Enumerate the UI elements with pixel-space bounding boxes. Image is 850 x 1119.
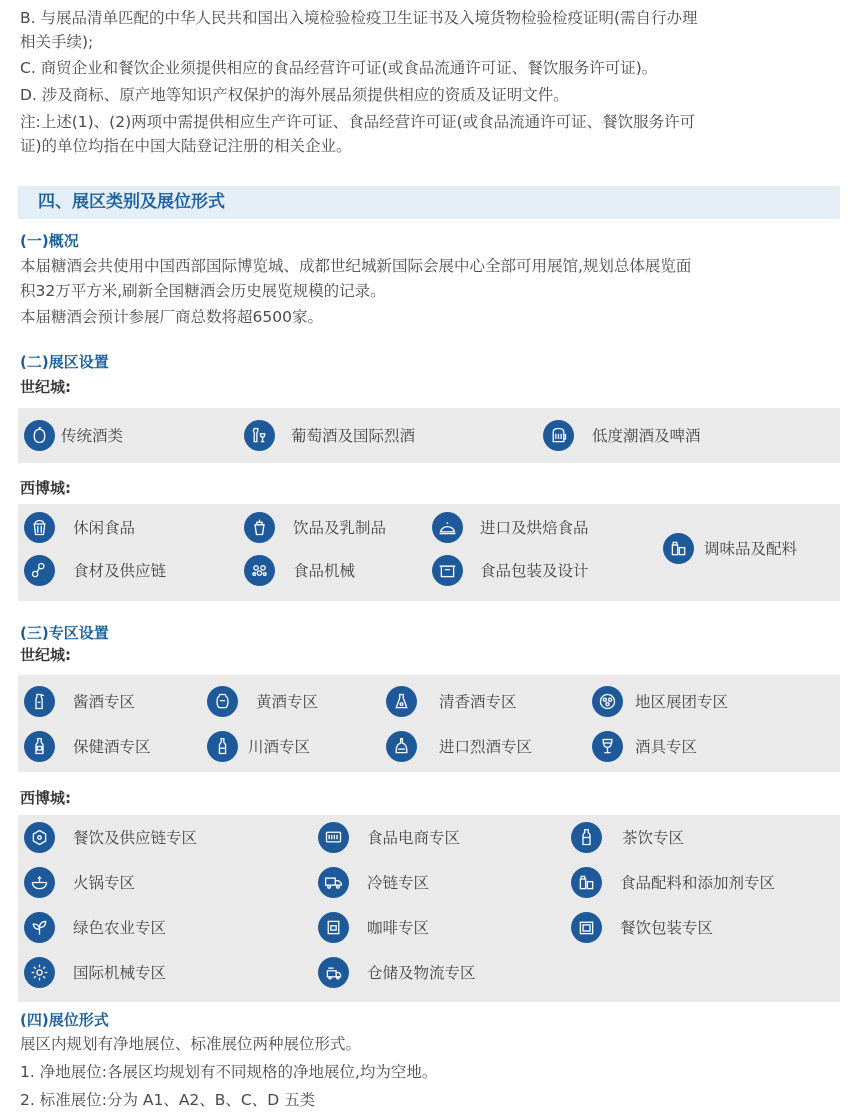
wine-glass-icon — [592, 731, 623, 762]
gear-icon — [24, 957, 55, 988]
zone-item-fragrance-liquor — [386, 684, 517, 718]
catering-icon — [24, 822, 55, 853]
supply-chain-icon — [24, 555, 55, 586]
zone-item-label: 国际机械专区 — [73, 964, 167, 982]
zone-item-catering-packaging — [571, 910, 713, 944]
intro-line-b-1: B. 与展品清单匹配的中华人民共和国出入境检验检疫卫生证书及入境货物检验检疫证明(需自行办理 — [20, 9, 698, 27]
zone-item-label: 冷链专区 — [367, 874, 430, 892]
exhibit-item-wine — [244, 418, 415, 452]
zone-item-catering — [24, 820, 197, 854]
fragrance-liquor-icon — [386, 686, 417, 717]
seasoning-icon — [663, 533, 694, 564]
green-agri-icon — [24, 912, 55, 943]
sichuan-liquor-icon — [207, 731, 238, 762]
beer-icon — [543, 420, 574, 451]
bakery-icon — [432, 512, 463, 543]
zone-item-label: 绿色农业专区 — [73, 919, 167, 937]
logistics-icon — [318, 957, 349, 988]
cold-chain-icon — [318, 867, 349, 898]
exhibit-item-label: 休闲食品 — [73, 519, 136, 537]
overview-line-2: 积32万平方米,刷新全国糖酒会历史展览规模的记录。 — [20, 282, 386, 300]
zone-item-label: 餐饮及供应链专区 — [73, 829, 198, 847]
zone-item-label: 酒具专区 — [635, 738, 698, 756]
exhibit-item-label: 传统酒类 — [61, 427, 124, 445]
booth-forms-line-2: 1. 净地展位:各展区均规划有不同规格的净地展位,均为空地。 — [20, 1063, 438, 1081]
packaging-icon — [432, 555, 463, 586]
exhibit-item-bakery — [432, 510, 589, 544]
exhibit-item-drink — [244, 510, 386, 544]
exhibit-item-label: 调味品及配料 — [704, 540, 798, 558]
zone-item-wine-glass — [592, 729, 697, 763]
intro-line-b-2: 相关手续); — [20, 33, 94, 51]
zone-item-label: 保健酒专区 — [73, 738, 151, 756]
health-liquor-icon — [24, 731, 55, 762]
zone-item-label: 火锅专区 — [73, 874, 136, 892]
exhibit-item-supply-chain — [24, 553, 166, 587]
traditional-liquor-icon — [24, 420, 55, 451]
zone-item-ecommerce — [318, 820, 460, 854]
exhibit-shijicheng-label: 世纪城: — [20, 378, 71, 396]
intro-line-d: D. 涉及商标、原产地等知识产权保护的海外展品须提供相应的资质及证明文件。 — [20, 86, 569, 104]
zone-item-imported-spirits — [386, 729, 532, 763]
booth-forms-line-3: 2. 标准展位:分为 A1、A2、B、C、D 五类 — [20, 1091, 316, 1109]
overview-title: (一)概况 — [20, 232, 79, 250]
exhibit-item-packaging — [432, 553, 589, 587]
zones-xibocheng-panel — [18, 815, 840, 1002]
exhibit-item-label: 食品机械 — [293, 562, 356, 580]
booth-forms-line-1: 展区内规划有净地展位、标准展位两种展位形式。 — [20, 1035, 362, 1053]
zone-item-label: 进口烈酒专区 — [439, 738, 533, 756]
zones-xibocheng-label: 西博城: — [20, 789, 71, 807]
exhibit-item-label: 食材及供应链 — [73, 562, 167, 580]
intro-line-c: C. 商贸企业和餐饮企业须提供相应的食品经营许可证(或食品流通许可证、餐饮服务许可证)。 — [20, 59, 658, 77]
zone-item-label: 清香酒专区 — [439, 693, 517, 711]
exhibit-shijicheng-panel — [18, 408, 840, 463]
machinery-icon — [244, 555, 275, 586]
imported-spirits-icon — [386, 731, 417, 762]
section-header — [18, 186, 840, 219]
exhibit-item-machinery — [244, 553, 355, 587]
note-line-1: 注:上述(1)、(2)两项中需提供相应生产许可证、食品经营许可证(或食品流通许可证、餐饮服务许可 — [20, 113, 696, 131]
zone-item-label: 黄酒专区 — [256, 693, 319, 711]
exhibit-item-seasoning — [663, 531, 797, 565]
booth-forms-title: (四)展位形式 — [20, 1011, 109, 1029]
exhibit-xibocheng-label: 西博城: — [20, 479, 71, 497]
zone-item-tea-drink — [571, 820, 684, 854]
zone-item-label: 川酒专区 — [248, 738, 311, 756]
zone-item-hotpot — [24, 865, 135, 899]
overview-line-3: 本届糖酒会预计参展厂商总数将超6500家。 — [20, 308, 323, 326]
zone-item-cold-chain — [318, 865, 429, 899]
zones-shijicheng-panel — [18, 675, 840, 772]
zone-item-label: 食品电商专区 — [367, 829, 461, 847]
zone-item-label: 仓储及物流专区 — [367, 964, 476, 982]
additive-icon — [571, 867, 602, 898]
exhibit-item-label: 低度潮酒及啤酒 — [592, 427, 701, 445]
zone-item-international-machinery — [24, 955, 166, 989]
zone-item-label: 食品配料和添加剂专区 — [620, 874, 776, 892]
exhibit-item-snack — [24, 510, 135, 544]
exhibit-item-beer — [543, 418, 701, 452]
drink-icon — [244, 512, 275, 543]
zone-item-label: 茶饮专区 — [622, 829, 685, 847]
zone-item-regional-group — [592, 684, 728, 718]
note-line-2: 证)的单位均指在中国大陆登记注册的相关企业。 — [20, 137, 352, 155]
regional-group-icon — [592, 686, 623, 717]
wine-icon — [244, 420, 275, 451]
zone-item-coffee — [318, 910, 429, 944]
exhibit-item-traditional-liquor — [24, 418, 123, 452]
exhibit-item-label: 进口及烘焙食品 — [480, 519, 589, 537]
exhibit-areas-title: (二)展区设置 — [20, 353, 109, 371]
zone-item-additive — [571, 865, 775, 899]
overview-line-1: 本届糖酒会共使用中国西部国际博览城、成都世纪城新国际会展中心全部可用展馆,规划总体展览面 — [20, 257, 692, 275]
zone-item-health-liquor — [24, 729, 151, 763]
exhibit-item-label: 饮品及乳制品 — [293, 519, 387, 537]
snack-icon — [24, 512, 55, 543]
zone-item-label: 地区展团专区 — [635, 693, 729, 711]
zone-item-logistics — [318, 955, 476, 989]
catering-packaging-icon — [571, 912, 602, 943]
zone-item-label: 餐饮包装专区 — [620, 919, 714, 937]
zone-item-sichuan-liquor — [207, 729, 310, 763]
zones-shijicheng-label: 世纪城: — [20, 646, 71, 664]
zone-item-green-agri — [24, 910, 166, 944]
tea-drink-icon — [571, 822, 602, 853]
ecommerce-icon — [318, 822, 349, 853]
zone-item-yellow-wine — [207, 684, 318, 718]
hotpot-icon — [24, 867, 55, 898]
coffee-icon — [318, 912, 349, 943]
zone-item-label: 酱酒专区 — [73, 693, 136, 711]
exhibit-xibocheng-panel — [18, 504, 840, 601]
exhibit-item-label: 葡萄酒及国际烈酒 — [291, 427, 416, 445]
zone-item-label: 咖啡专区 — [367, 919, 430, 937]
zone-item-sauce-liquor — [24, 684, 135, 718]
exhibit-item-label: 食品包装及设计 — [480, 562, 589, 580]
special-zones-title: (三)专区设置 — [20, 624, 109, 642]
sauce-liquor-icon — [24, 686, 55, 717]
section-title: 四、展区类别及展位形式 — [38, 192, 225, 212]
yellow-wine-icon — [207, 686, 238, 717]
